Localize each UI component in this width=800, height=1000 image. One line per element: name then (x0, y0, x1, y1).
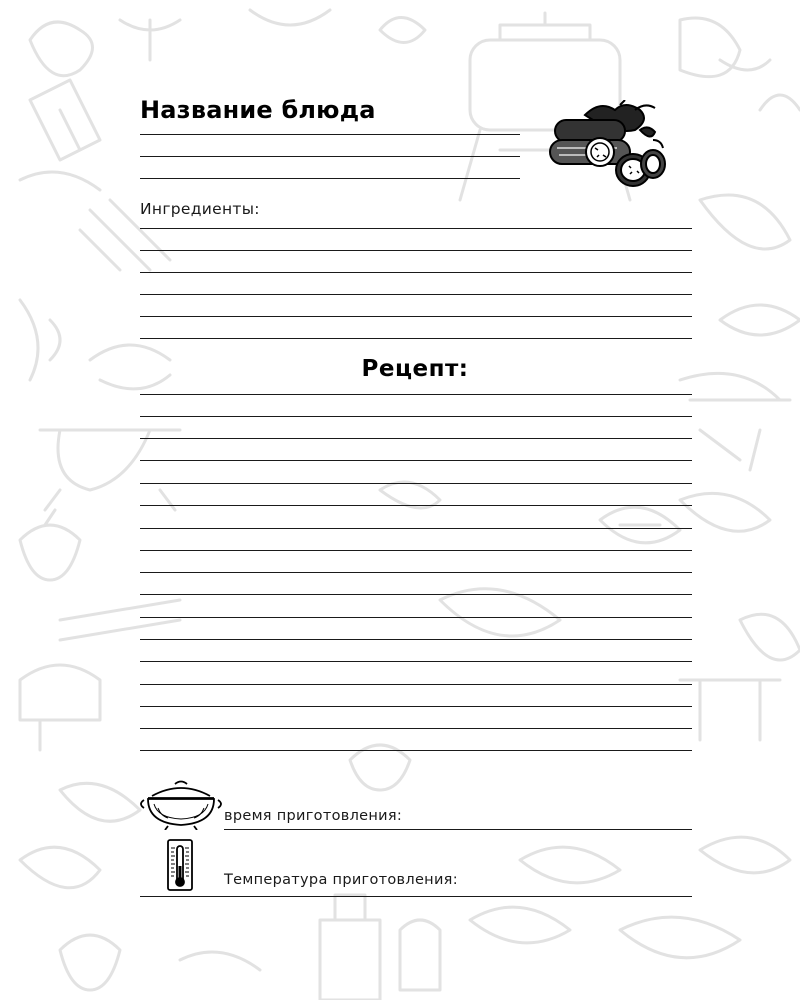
dish-name-line[interactable] (140, 156, 520, 157)
ingredient-line[interactable] (140, 272, 692, 273)
recipe-line[interactable] (140, 750, 692, 751)
recipe-line[interactable] (140, 728, 692, 729)
recipe-line[interactable] (140, 460, 692, 461)
cucumber-illustration (545, 100, 675, 195)
recipe-line[interactable] (140, 416, 692, 417)
recipe-line[interactable] (140, 438, 692, 439)
recipe-line[interactable] (140, 661, 692, 662)
pot-icon (138, 778, 224, 830)
ingredient-line[interactable] (140, 294, 692, 295)
recipe-line[interactable] (140, 617, 692, 618)
thermometer-icon (166, 838, 194, 892)
ingredient-line[interactable] (140, 250, 692, 251)
cook-time-line[interactable] (224, 829, 692, 830)
cook-time-label: время приготовления: (224, 808, 403, 824)
cook-temp-label: Температура приготовления: (224, 872, 458, 888)
dish-title: Название блюда (140, 96, 376, 124)
ingredients-label: Ингредиенты: (140, 200, 260, 218)
recipe-line[interactable] (140, 594, 692, 595)
recipe-line[interactable] (140, 706, 692, 707)
recipe-line[interactable] (140, 483, 692, 484)
dish-name-line[interactable] (140, 178, 520, 179)
recipe-line[interactable] (140, 505, 692, 506)
ingredient-line[interactable] (140, 338, 692, 339)
recipe-line[interactable] (140, 550, 692, 551)
ingredient-line[interactable] (140, 316, 692, 317)
recipe-line[interactable] (140, 394, 692, 395)
ingredient-line[interactable] (140, 228, 692, 229)
recipe-line[interactable] (140, 572, 692, 573)
recipe-title: Рецепт: (361, 356, 469, 382)
recipe-line[interactable] (140, 528, 692, 529)
recipe-line[interactable] (140, 684, 692, 685)
cook-temp-line[interactable] (140, 896, 692, 897)
dish-name-line[interactable] (140, 134, 520, 135)
recipe-line[interactable] (140, 639, 692, 640)
